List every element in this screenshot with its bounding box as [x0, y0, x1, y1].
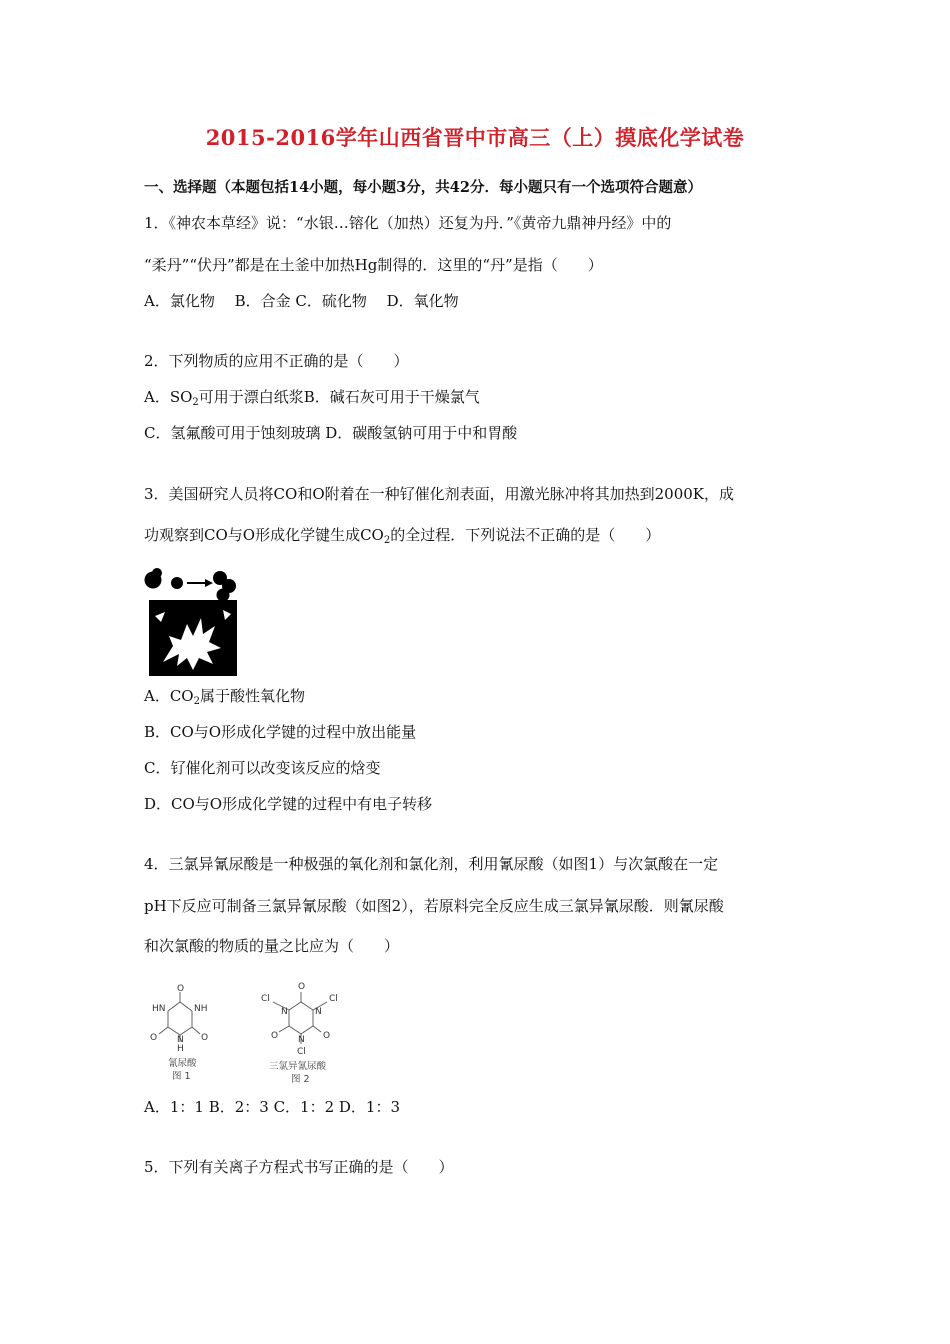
- atom-label-cl: Cl: [297, 1047, 306, 1057]
- q3-line2-text: 功观察到CO与O形成化学键生成CO: [144, 526, 384, 544]
- molecule-atom: [152, 568, 162, 578]
- q3-a-rest: 属于酸性氧化物: [199, 687, 305, 705]
- atom-label-o: O: [323, 1031, 331, 1041]
- atom-label-o: O: [298, 982, 306, 992]
- q3-line2-rest: 的全过程．下列说法不正确的是（ ）: [390, 526, 661, 544]
- atom-label-cl: Cl: [329, 994, 338, 1004]
- q4-line2: pH下反应可制备三氯异氰尿酸（如图2），若原料完全反应生成三氯异氰尿酸．则氰尿酸: [144, 897, 724, 915]
- q2-a-text: A．SO: [144, 388, 193, 406]
- q3-a-subscript: 2: [193, 696, 200, 707]
- atom-label-cl: Cl: [261, 994, 270, 1004]
- section-heading: 一、选择题（本题包括14小题，每小题3分，共42分．每小题只有一个选项符合题意）: [144, 179, 702, 196]
- q2-a-subscript: 2: [192, 397, 199, 408]
- q3-a-text: A．CO: [144, 687, 194, 705]
- figure1-caption: 图 1: [172, 1071, 191, 1082]
- q2-options-ab: [144, 387, 480, 407]
- molecule-atom: [171, 577, 183, 589]
- atom-label-o: O: [271, 1031, 279, 1041]
- q5-stem: 5．下列有关离子方程式书写正确的是（ ）: [144, 1158, 454, 1176]
- q3-line1: 3．美国研究人员将CO和O附着在一种钌催化剂表面，用激光脉冲将其加热到2000K，成: [144, 485, 734, 503]
- q3-reaction-figure: [143, 566, 239, 678]
- q2-stem: 2．下列物质的应用不正确的是（ ）: [144, 352, 409, 370]
- figure2-caption: 图 2: [291, 1074, 310, 1085]
- q3-line2: [144, 525, 660, 545]
- q3-option-c: C．钌催化剂可以改变该反应的焓变: [144, 759, 381, 777]
- q3-option-a: [144, 686, 305, 706]
- atom-label-o: O: [177, 984, 185, 994]
- atom-label-n: N: [315, 1007, 322, 1017]
- arrow-head: [205, 579, 213, 587]
- figure1-name: 氰尿酸: [168, 1058, 197, 1069]
- q3-line2-subscript: 2: [383, 535, 391, 546]
- atom-label-o: O: [201, 1033, 209, 1043]
- q1-line1: 1．《神农本草经》说：“水银…镕化（加热）还复为丹．”《黄帝九鼎神丹经》中的: [144, 214, 672, 232]
- q2-options-cd: C．氢氟酸可用于蚀刻玻璃 D．碳酸氢钠可用于中和胃酸: [144, 424, 518, 442]
- q4-figure1-cyanuric-acid: [140, 982, 220, 1082]
- atom-label-h: H: [177, 1044, 184, 1054]
- atom-label-hn: HN: [152, 1004, 166, 1014]
- q4-options: A．1：1 B．2：3 C．1：2 D．1：3: [144, 1098, 401, 1116]
- atom-label-n: N: [281, 1007, 288, 1017]
- q4-figure2-trichloroisocyanuric-acid: [255, 972, 351, 1090]
- atom-label-n: N: [298, 1035, 305, 1045]
- q4-line3: 和次氯酸的物质的量之比应为（ ）: [144, 937, 400, 955]
- q1-options: A．氯化物 B．合金 C．硫化物 D．氧化物: [144, 292, 459, 310]
- molecule-atom: [217, 589, 230, 602]
- q4-line1: 4．三氯异氰尿酸是一种极强的氧化剂和氯化剂，利用氰尿酸（如图1）与次氯酸在一定: [144, 855, 719, 873]
- q1-line2: “柔丹”“伏丹”都是在土釜中加热Hg制得的．这里的“丹”是指（ ）: [144, 256, 603, 274]
- atom-label-o: O: [150, 1033, 158, 1043]
- q2-a-rest: 可用于漂白纸浆B．碱石灰可用于干燥氯气: [198, 388, 480, 406]
- atom-label-nh: NH: [194, 1004, 208, 1014]
- exam-title: 2015-2016学年山西省晋中市高三（上）摸底化学试卷: [205, 125, 745, 150]
- figure2-name: 三氯异氰尿酸: [269, 1061, 327, 1072]
- q3-option-b: B．CO与O形成化学键的过程中放出能量: [144, 723, 417, 741]
- atom-label-n: N: [177, 1035, 184, 1045]
- q3-option-d: D．CO与O形成化学键的过程中有电子转移: [144, 795, 433, 813]
